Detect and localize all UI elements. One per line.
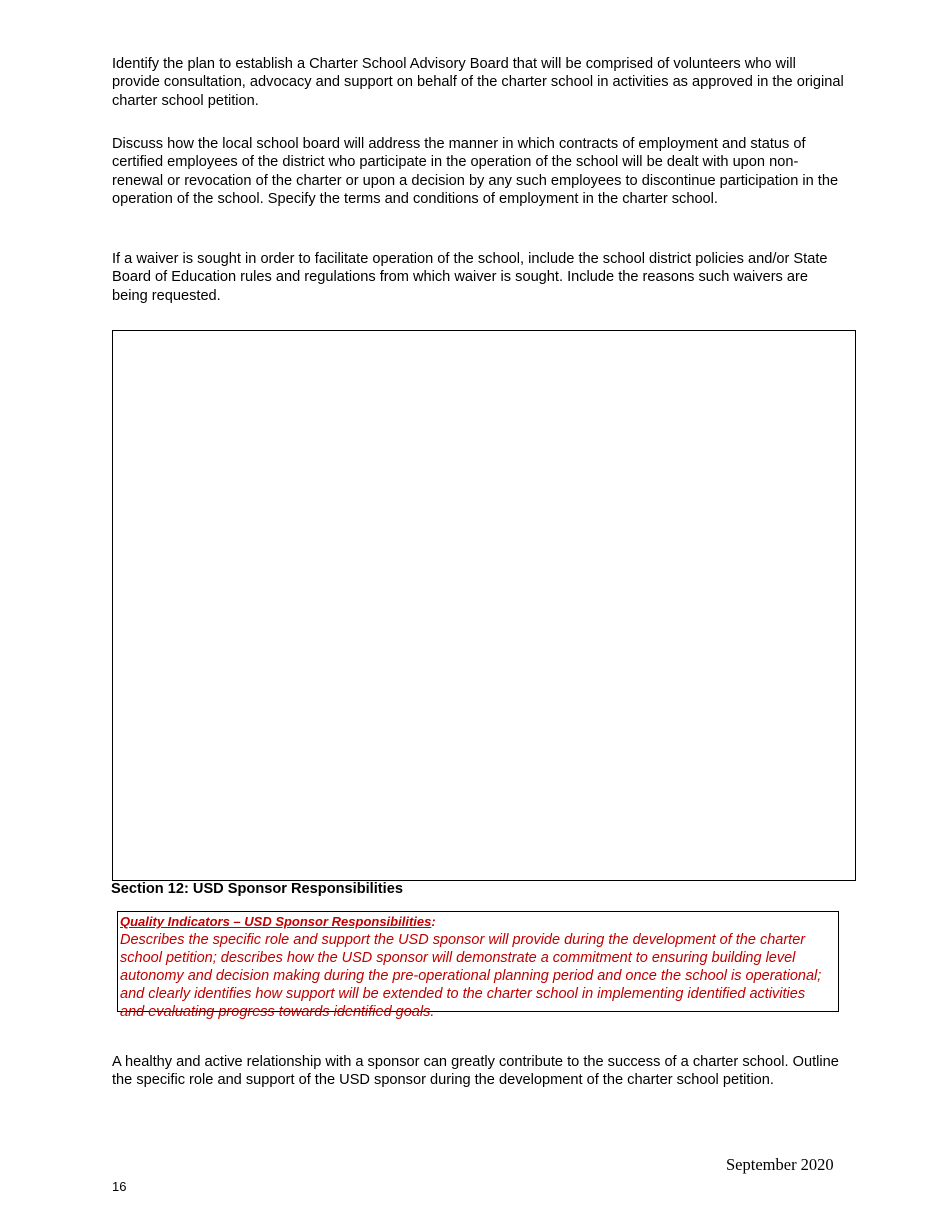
advisory-board-instructions: Identify the plan to establish a Charter School Advisory Board that will be comprised of volunteers who will provide consultation, advocacy and support on behalf of the charter school in activities as approved in the original charter school petition.: [112, 56, 844, 109]
quality-indicators-title-line: [120, 913, 833, 931]
waiver-instructions: If a waiver is sought in order to facilitate operation of the school, include the school district policies and/or State Board of Education rules and regulations from which waiver is sought. Include the reasons such waivers are being requested.: [112, 251, 828, 304]
section-12-heading: Section 12: USD Sponsor Responsibilities: [111, 881, 403, 897]
sponsor-intro-sentence: A healthy and active relationship with a sponsor can greatly contribute to the success of a charter school.: [112, 1054, 789, 1070]
footer-date: September 2020: [726, 1155, 834, 1174]
page-number: 16: [112, 1179, 127, 1194]
quality-indicators-colon: :: [431, 914, 436, 929]
employment-status-instructions: Discuss how the local school board will address the manner in which contracts of employment and status of certified employees of the district who participate in the operation of the school will be dealt with upon non-renewal or revocation of the charter or upon a decision by any such employees to discontinue participation in the operation of the school. Specify the terms and conditions of employment in the charter school.: [112, 136, 839, 208]
quality-indicators-title: Quality Indicators – USD Sponsor Responsibilities: [120, 914, 432, 929]
response-text-box[interactable]: [112, 330, 856, 881]
quality-indicators-body: Describes the specific role and support the USD sponsor will provide during the development of the charter school petition; describes how the USD sponsor will demonstrate a commitment to ensuring building level autonomy and decision making during the pre-operational planning period and once the school is operational; and clearly identifies how support will be extended to the charter school in implementing identified activities and evaluating progress towards identified goals.: [120, 932, 822, 1020]
quality-indicators-box: [117, 911, 839, 1020]
sponsor-relationship-instructions: [112, 1053, 852, 1090]
sponsor-outline-sentence: Outline the specific role and support of the USD sponsor during the development of the charter school petition.: [112, 1054, 839, 1089]
